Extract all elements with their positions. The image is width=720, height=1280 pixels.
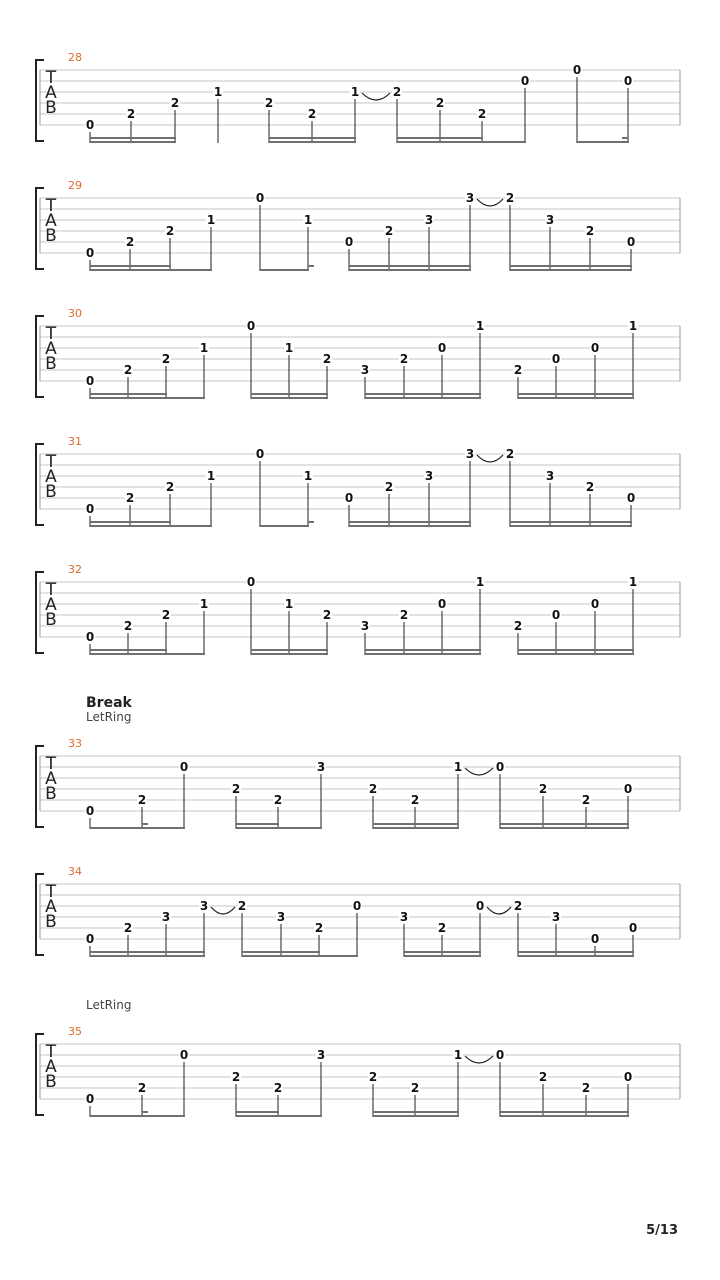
- beam: [90, 265, 171, 267]
- beam: [373, 823, 459, 825]
- fret-number: 2: [399, 352, 409, 366]
- fret-number: 3: [161, 910, 171, 924]
- fret-number: 3: [360, 619, 370, 633]
- beam: [510, 521, 632, 523]
- fret-number: 1: [453, 1048, 463, 1062]
- fret-number: 3: [465, 447, 475, 461]
- fret-number: 3: [399, 910, 409, 924]
- fret-number: 3: [316, 760, 326, 774]
- fret-number: 2: [505, 447, 515, 461]
- fret-number: 2: [231, 782, 241, 796]
- beam-stub: [142, 1111, 148, 1113]
- tab-clef-letter: B: [45, 98, 57, 118]
- fret-number: 0: [623, 782, 633, 796]
- tab-clef-letter: T: [45, 1042, 57, 1062]
- fret-number: 3: [276, 910, 286, 924]
- fret-number: 3: [199, 899, 209, 913]
- beam: [242, 955, 320, 957]
- tab-clef-letter: A: [45, 595, 57, 615]
- fret-number: 0: [352, 899, 362, 913]
- fret-number: 1: [199, 597, 209, 611]
- beam: [242, 951, 320, 953]
- tab-clef-letter: B: [45, 1072, 57, 1092]
- tab-clef-letter: B: [45, 784, 57, 804]
- beam: [500, 1115, 629, 1117]
- beam-stub: [142, 823, 148, 825]
- fret-number: 2: [585, 480, 595, 494]
- fret-number: 2: [585, 224, 595, 238]
- fret-number: 2: [125, 491, 135, 505]
- tab-clef-letter: A: [45, 897, 57, 917]
- fret-number: 0: [344, 235, 354, 249]
- fret-number: 1: [475, 319, 485, 333]
- tie-slur: [465, 768, 493, 775]
- measure-number: 29: [68, 179, 82, 192]
- fret-number: 3: [360, 363, 370, 377]
- tab-clef-letter: T: [45, 68, 57, 88]
- fret-number: 2: [123, 921, 133, 935]
- measure-number: 33: [68, 737, 82, 750]
- beam-stub: [622, 137, 628, 139]
- fret-number: 3: [424, 213, 434, 227]
- fret-number: 2: [231, 1070, 241, 1084]
- fret-number: 0: [551, 608, 561, 622]
- fret-number: 2: [273, 793, 283, 807]
- tab-clef-letter: A: [45, 769, 57, 789]
- fret-number: 0: [179, 760, 189, 774]
- beam: [90, 137, 176, 139]
- fret-number: 2: [513, 899, 523, 913]
- tab-system-28: [36, 51, 680, 143]
- beam-stub: [308, 265, 314, 267]
- measure-number: 32: [68, 563, 82, 576]
- tab-clef-letter: A: [45, 1057, 57, 1077]
- beam: [90, 525, 212, 527]
- beam: [90, 649, 167, 651]
- beam: [404, 951, 481, 953]
- fret-number: 2: [538, 782, 548, 796]
- beam: [90, 951, 205, 953]
- tab-clef-letter: T: [45, 324, 57, 344]
- fret-number: 2: [368, 782, 378, 796]
- fret-number: 0: [255, 191, 265, 205]
- tab-system-32: [36, 563, 680, 655]
- tab-clef-letter: B: [45, 226, 57, 246]
- beam: [404, 955, 481, 957]
- tab-clef-letter: A: [45, 211, 57, 231]
- fret-number: 2: [384, 480, 394, 494]
- tab-systems: [36, 51, 680, 1117]
- tab-clef-letter: T: [45, 580, 57, 600]
- fret-number: 2: [137, 1081, 147, 1095]
- beam: [349, 265, 471, 267]
- tie-slur: [477, 455, 503, 462]
- beam: [236, 1111, 279, 1113]
- beam: [518, 397, 634, 399]
- fret-number: 2: [513, 619, 523, 633]
- beam-stub: [308, 521, 314, 523]
- beam: [518, 951, 634, 953]
- fret-number: 2: [165, 480, 175, 494]
- tab-system-31: [36, 435, 680, 527]
- beam: [373, 827, 459, 829]
- fret-number: 0: [85, 1092, 95, 1106]
- fret-number: 3: [551, 910, 561, 924]
- beam: [397, 141, 526, 143]
- fret-number: 2: [581, 793, 591, 807]
- tie-slur: [211, 907, 235, 914]
- beam: [236, 1115, 279, 1117]
- beam: [500, 827, 629, 829]
- tab-clef-letter: B: [45, 610, 57, 630]
- tab-system-35: [36, 998, 680, 1117]
- fret-number: 2: [477, 107, 487, 121]
- fret-number: 0: [590, 932, 600, 946]
- page-number: 5/13: [646, 1223, 678, 1238]
- fret-number: 1: [453, 760, 463, 774]
- tab-clef-letter: T: [45, 452, 57, 472]
- fret-number: 2: [137, 793, 147, 807]
- tab-clef-letter: B: [45, 482, 57, 502]
- fret-number: 2: [322, 608, 332, 622]
- fret-number: 2: [123, 363, 133, 377]
- beam: [500, 823, 629, 825]
- beam: [90, 653, 205, 655]
- fret-number: 0: [85, 630, 95, 644]
- beam: [397, 137, 483, 139]
- beam: [90, 521, 171, 523]
- beam: [260, 269, 309, 271]
- fret-number: 2: [410, 1081, 420, 1095]
- beam: [236, 827, 279, 829]
- fret-number: 0: [623, 74, 633, 88]
- fret-number: 2: [435, 96, 445, 110]
- fret-number: 2: [273, 1081, 283, 1095]
- fret-number: 1: [284, 597, 294, 611]
- fret-number: 0: [623, 1070, 633, 1084]
- beam: [90, 397, 205, 399]
- fret-number: 0: [85, 246, 95, 260]
- beam: [251, 653, 328, 655]
- fret-number: 0: [590, 597, 600, 611]
- beam: [510, 525, 632, 527]
- beam: [251, 393, 328, 395]
- fret-number: 1: [350, 85, 360, 99]
- tie-slur: [477, 199, 503, 206]
- measure-number: 31: [68, 435, 82, 448]
- fret-number: 3: [545, 213, 555, 227]
- fret-number: 1: [206, 213, 216, 227]
- beam: [510, 269, 632, 271]
- fret-number: 2: [410, 793, 420, 807]
- section-label: Break: [86, 695, 132, 711]
- fret-number: 1: [303, 213, 313, 227]
- beam: [349, 269, 471, 271]
- fret-number: 2: [392, 85, 402, 99]
- fret-number: 1: [206, 469, 216, 483]
- beam: [518, 955, 634, 957]
- fret-number: 2: [126, 107, 136, 121]
- fret-number: 0: [437, 341, 447, 355]
- fret-number: 1: [628, 575, 638, 589]
- fret-number: 2: [307, 107, 317, 121]
- fret-number: 0: [590, 341, 600, 355]
- beam: [518, 649, 634, 651]
- fret-number: 2: [237, 899, 247, 913]
- beam: [90, 955, 205, 957]
- beam: [365, 393, 481, 395]
- measure-number: 28: [68, 51, 82, 64]
- beam: [518, 393, 634, 395]
- beam: [90, 1115, 185, 1117]
- fret-number: 2: [123, 619, 133, 633]
- tab-clef-letter: T: [45, 882, 57, 902]
- beam: [577, 141, 629, 143]
- fret-number: 0: [551, 352, 561, 366]
- tab-system-29: [36, 179, 680, 271]
- fret-number: 0: [495, 1048, 505, 1062]
- tab-clef-letter: T: [45, 754, 57, 774]
- fret-number: 3: [545, 469, 555, 483]
- tab-clef-letter: A: [45, 83, 57, 103]
- beam: [90, 269, 212, 271]
- beam: [251, 649, 328, 651]
- fret-number: 0: [344, 491, 354, 505]
- fret-number: 0: [85, 374, 95, 388]
- tie-slur: [487, 907, 511, 914]
- tab-clef-letter: T: [45, 196, 57, 216]
- tab-clef-letter: B: [45, 354, 57, 374]
- fret-number: 0: [437, 597, 447, 611]
- beam: [349, 521, 471, 523]
- fret-number: 1: [284, 341, 294, 355]
- fret-number: 1: [199, 341, 209, 355]
- fret-number: 2: [368, 1070, 378, 1084]
- tab-clef-letter: B: [45, 912, 57, 932]
- fret-number: 3: [316, 1048, 326, 1062]
- beam: [365, 649, 481, 651]
- fret-number: 1: [303, 469, 313, 483]
- fret-number: 2: [314, 921, 324, 935]
- fret-number: 1: [475, 575, 485, 589]
- fret-number: 2: [322, 352, 332, 366]
- beam: [90, 827, 185, 829]
- fret-number: 0: [85, 502, 95, 516]
- fret-number: 0: [475, 899, 485, 913]
- fret-number: 0: [85, 932, 95, 946]
- fret-number: 0: [255, 447, 265, 461]
- fret-number: 2: [513, 363, 523, 377]
- beam: [510, 265, 632, 267]
- let-ring-label: LetRing: [86, 998, 132, 1012]
- fret-number: 2: [264, 96, 274, 110]
- fret-number: 0: [520, 74, 530, 88]
- measure-number: 30: [68, 307, 82, 320]
- beam: [500, 1111, 629, 1113]
- fret-number: 2: [437, 921, 447, 935]
- beam: [236, 823, 279, 825]
- beam: [373, 1115, 459, 1117]
- beam: [251, 397, 328, 399]
- beam: [518, 653, 634, 655]
- tab-clef-letter: A: [45, 339, 57, 359]
- fret-number: 3: [465, 191, 475, 205]
- fret-number: 0: [626, 491, 636, 505]
- fret-number: 2: [538, 1070, 548, 1084]
- fret-number: 0: [85, 804, 95, 818]
- fret-number: 2: [581, 1081, 591, 1095]
- fret-number: 0: [246, 575, 256, 589]
- beam: [269, 141, 356, 143]
- fret-number: 2: [161, 608, 171, 622]
- beam: [90, 393, 167, 395]
- fret-number: 0: [85, 118, 95, 132]
- tab-system-30: [36, 307, 680, 399]
- fret-number: 2: [161, 352, 171, 366]
- tab-system-33: [36, 695, 680, 829]
- beam: [365, 397, 481, 399]
- beam: [349, 525, 471, 527]
- measure-number: 34: [68, 865, 82, 878]
- fret-number: 2: [505, 191, 515, 205]
- tab-clef-letter: A: [45, 467, 57, 487]
- measure-number: 35: [68, 1025, 82, 1038]
- fret-number: 0: [179, 1048, 189, 1062]
- beam: [365, 653, 481, 655]
- fret-number: 2: [125, 235, 135, 249]
- fret-number: 2: [399, 608, 409, 622]
- fret-number: 3: [424, 469, 434, 483]
- beam: [269, 137, 356, 139]
- fret-number: 2: [384, 224, 394, 238]
- fret-number: 0: [628, 921, 638, 935]
- let-ring-label: LetRing: [86, 710, 132, 724]
- fret-number: 2: [170, 96, 180, 110]
- tie-slur: [362, 93, 390, 100]
- beam: [260, 525, 309, 527]
- tab-system-34: [36, 865, 680, 957]
- fret-number: 0: [246, 319, 256, 333]
- fret-number: 0: [495, 760, 505, 774]
- fret-number: 1: [628, 319, 638, 333]
- fret-number: 1: [213, 85, 223, 99]
- beam: [90, 141, 176, 143]
- fret-number: 0: [626, 235, 636, 249]
- fret-number: 0: [572, 63, 582, 77]
- fret-number: 2: [165, 224, 175, 238]
- beam: [373, 1111, 459, 1113]
- tie-slur: [465, 1056, 493, 1063]
